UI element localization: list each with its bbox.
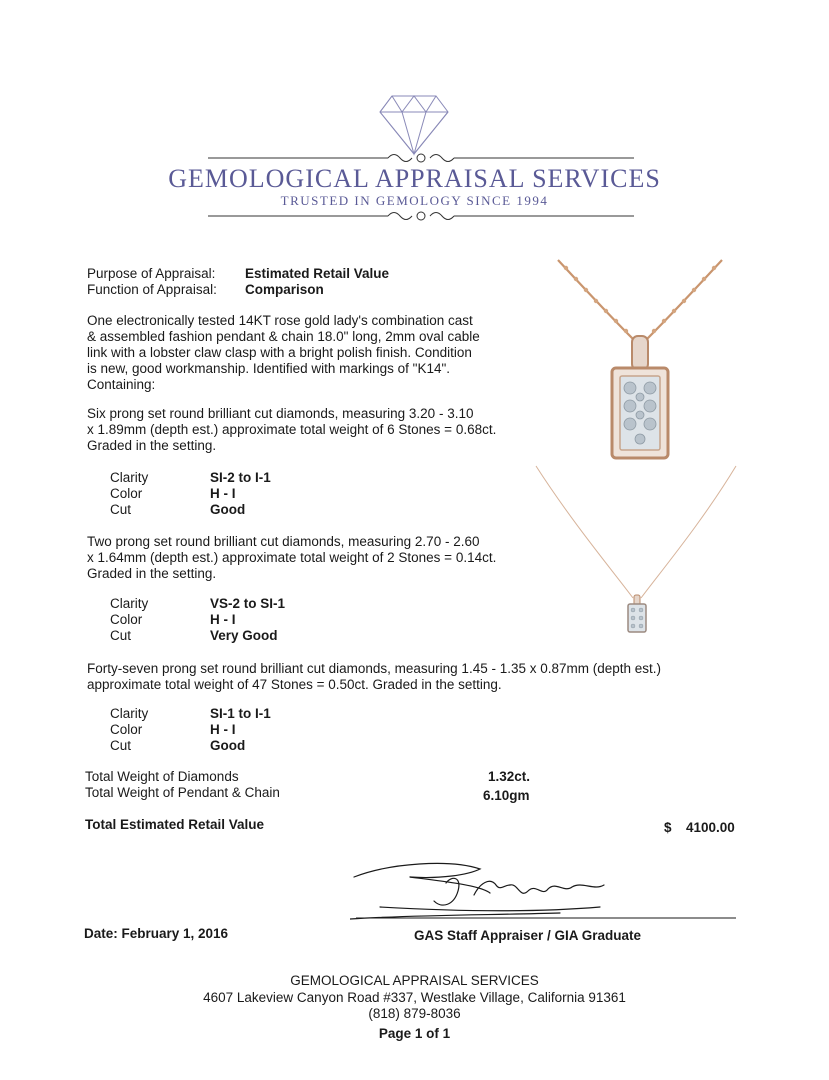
- grade-value-color: H - I: [210, 486, 236, 501]
- company-logo-title: GEMOLOGICAL APPRAISAL SERVICES: [168, 164, 661, 193]
- total-diamond-weight-value: 1.32ct.: [488, 769, 531, 784]
- appraiser-title: GAS Staff Appraiser / GIA Graduate: [414, 928, 642, 943]
- grade-label-color: Color: [110, 722, 143, 737]
- grade-value-clarity: SI-1 to I-1: [210, 706, 271, 721]
- retail-value-amount: 4100.00: [686, 820, 735, 835]
- grade-label-clarity: Clarity: [110, 706, 149, 721]
- grade-label-cut: Cut: [110, 502, 132, 517]
- grade-value-color: H - I: [210, 722, 236, 737]
- grade-label-color: Color: [110, 486, 143, 501]
- grade-value-color: H - I: [210, 612, 236, 627]
- retail-value-label: Total Estimated Retail Value: [85, 817, 265, 832]
- stone-line: Graded in the setting.: [87, 438, 217, 453]
- grade-value-cut: Very Good: [210, 628, 278, 643]
- necklace-full-photo: [532, 462, 742, 642]
- footer-address: 4607 Lakeview Canyon Road #337, Westlake Village, California 91361: [203, 990, 626, 1005]
- stone-group-3-description: [87, 661, 661, 693]
- pendant-closeup-photo: [552, 256, 728, 466]
- retail-value-currency: $: [664, 820, 672, 835]
- stone-group-2-description: [87, 534, 496, 582]
- stone-line: x 1.89mm (depth est.) approximate total weight of 6 Stones = 0.68ct.: [87, 422, 497, 437]
- grade-label-cut: Cut: [110, 628, 132, 643]
- total-diamond-weight-label: Total Weight of Diamonds: [85, 769, 239, 784]
- grade-label-color: Color: [110, 612, 143, 627]
- header-ornament-bottom: [208, 208, 634, 224]
- stone-line: Six prong set round brilliant cut diamonds, measuring 3.20 - 3.10: [87, 406, 474, 421]
- footer-company: GEMOLOGICAL APPRAISAL SERVICES: [290, 973, 539, 988]
- description-line: link with a lobster claw clasp with a bright polish finish. Condition: [87, 345, 472, 360]
- footer-phone: (818) 879-8036: [368, 1006, 461, 1021]
- stone-line: approximate total weight of 47 Stones = 0.50ct. Graded in the setting.: [87, 677, 502, 692]
- page-number: Page 1 of 1: [378, 1026, 451, 1041]
- grade-label-clarity: Clarity: [110, 596, 149, 611]
- grade-label-cut: Cut: [110, 738, 132, 753]
- purpose-value: Estimated Retail Value: [245, 266, 390, 281]
- description-line: One electronically tested 14KT rose gold lady's combination cast: [87, 313, 473, 328]
- stone-line: Two prong set round brilliant cut diamonds, measuring 2.70 - 2.60: [87, 534, 480, 549]
- grade-value-clarity: SI-2 to I-1: [210, 470, 271, 485]
- grade-value-cut: Good: [210, 502, 246, 517]
- appraisal-date: Date: February 1, 2016: [84, 926, 229, 941]
- stone-line: Graded in the setting.: [87, 566, 217, 581]
- appraiser-signature: [350, 855, 740, 925]
- function-value: Comparison: [245, 282, 324, 297]
- stone-group-1-description: [87, 406, 496, 454]
- company-tagline: TRUSTED IN GEMOLOGY SINCE 1994: [280, 193, 549, 208]
- description-line: & assembled fashion pendant & chain 18.0" long, 2mm oval cable: [87, 329, 480, 344]
- grade-value-clarity: VS-2 to SI-1: [210, 596, 286, 611]
- purpose-label: Purpose of Appraisal:: [87, 266, 216, 281]
- total-item-weight-label: Total Weight of Pendant & Chain: [85, 785, 280, 800]
- description-line: is new, good workmanship. Identified with markings of "K14".: [87, 361, 451, 376]
- item-description: [87, 313, 480, 393]
- grade-label-clarity: Clarity: [110, 470, 149, 485]
- function-label: Function of Appraisal:: [87, 282, 217, 297]
- description-line: Containing:: [87, 377, 156, 392]
- stone-line: Forty-seven prong set round brilliant cut diamonds, measuring 1.45 - 1.35 x 0.87mm (depth est.): [87, 661, 662, 676]
- grade-value-cut: Good: [210, 738, 246, 753]
- total-item-weight-value: 6.10gm: [483, 788, 530, 803]
- diamond-logo-icon: [378, 92, 450, 158]
- stone-line: x 1.64mm (depth est.) approximate total weight of 2 Stones = 0.14ct.: [87, 550, 497, 565]
